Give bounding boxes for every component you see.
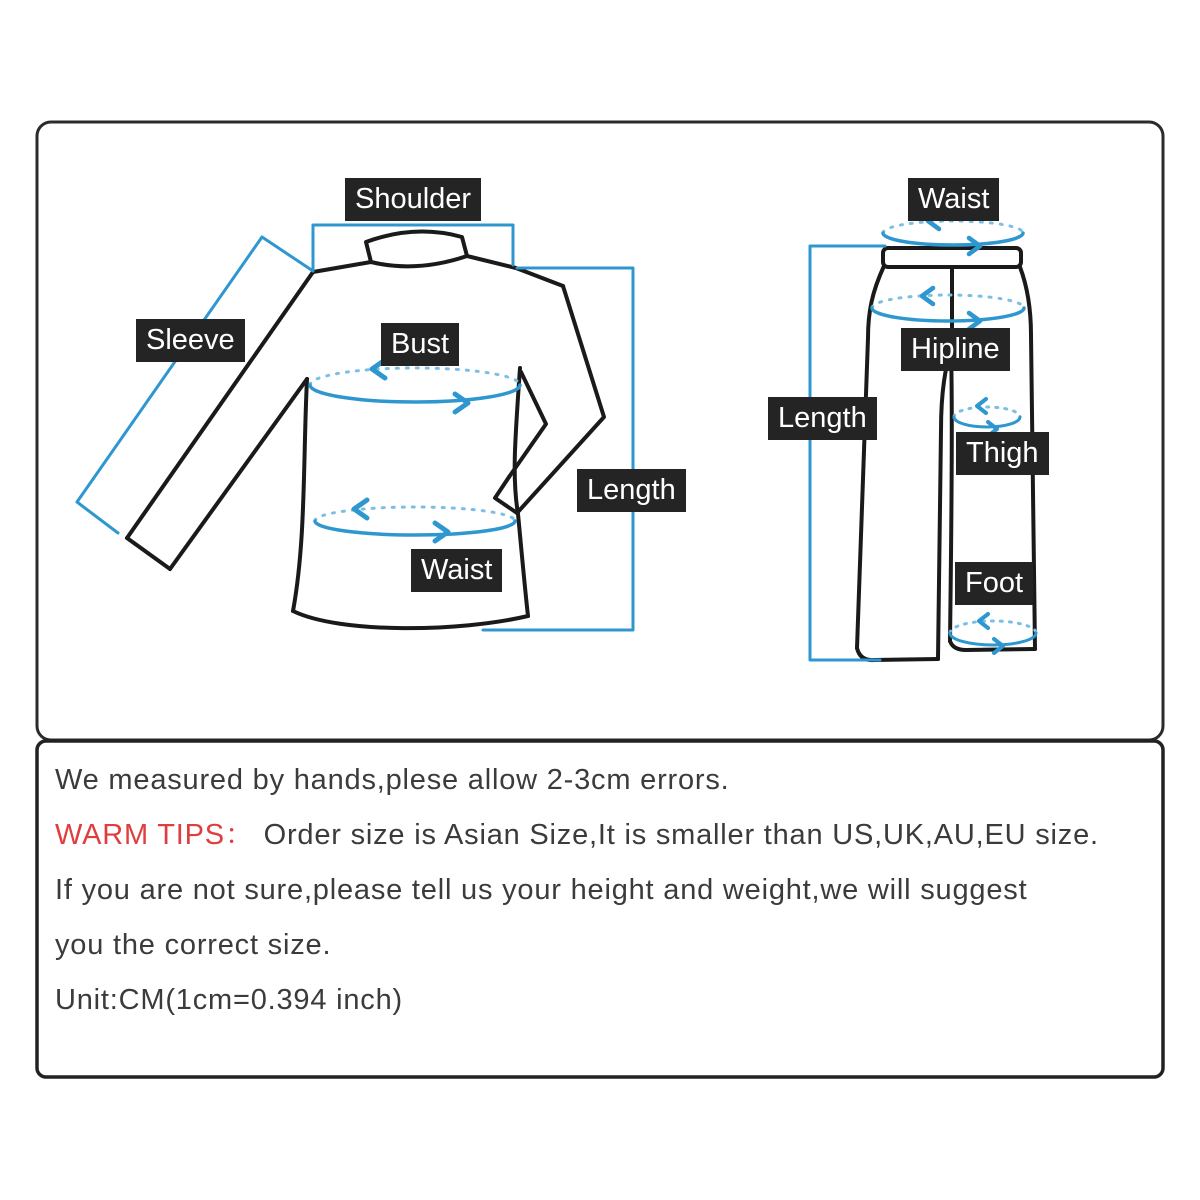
warm-tips-text: Order size is Asian Size,It is smaller than US,UK,AU,EU size.: [254, 819, 1099, 851]
pants-thigh-label: Thigh: [956, 432, 1049, 475]
note-line-warm-tips: [55, 808, 1153, 863]
note-line-suggest-2: you the correct size.: [55, 929, 332, 961]
shirt-shoulder-label: Shoulder: [345, 178, 481, 221]
pants-right-inner-line: [950, 350, 952, 641]
pants-waistband: [883, 248, 1021, 267]
pants-foot-label: Foot: [955, 562, 1033, 605]
shirt-length-label: Length: [577, 469, 686, 512]
shirt-sleeve-label: Sleeve: [136, 319, 245, 362]
pants-waist-label: Waist: [908, 178, 999, 221]
note-line-unit: Unit:CM(1cm=0.394 inch): [55, 984, 403, 1016]
warm-tips-label: WARM TIPS：: [55, 819, 255, 851]
shirt-waist-label: Waist: [411, 549, 502, 592]
pants-length-label: Length: [768, 397, 877, 440]
shirt-bust-label: Bust: [381, 323, 459, 366]
note-line-measure-error: We measured by hands,plese allow 2-3cm errors.: [55, 764, 730, 796]
notes-text-block: [55, 753, 1153, 1028]
note-line-suggest-1: If you are not sure,please tell us your height and weight,we will suggest: [55, 874, 1028, 906]
shirt-collar: [366, 232, 467, 267]
pants-hipline-label: Hipline: [901, 328, 1010, 371]
